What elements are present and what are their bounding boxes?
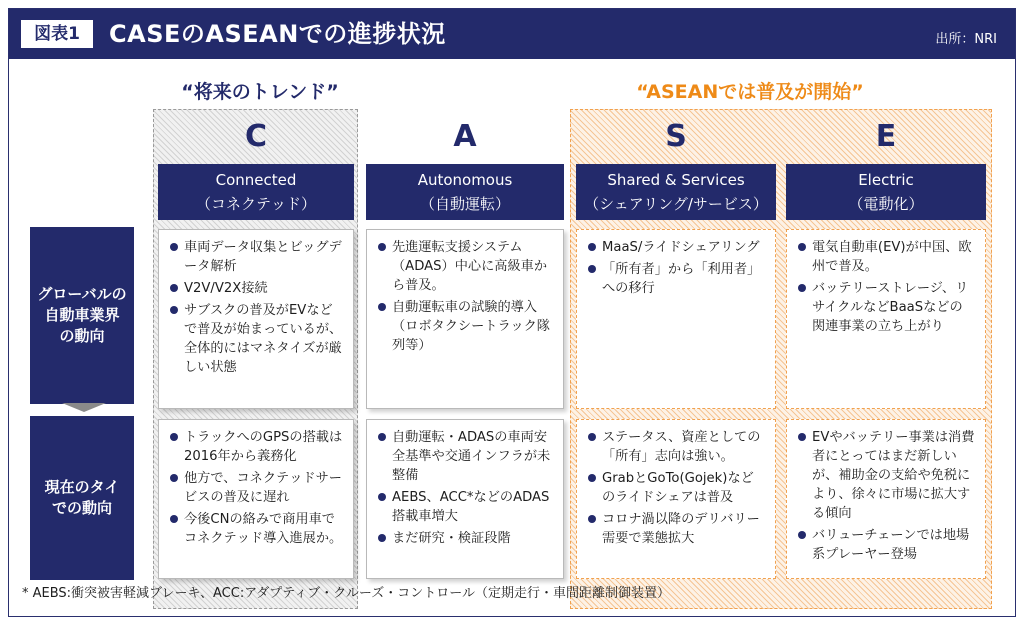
list-item: 今後CNの絡みで商用車でコネクテッド導入進展か。: [169, 510, 343, 548]
bullet-icon: [170, 474, 178, 482]
column-letter-a: A: [453, 119, 477, 154]
list-item: ステータス、資産としての「所有」志向は強い。: [587, 428, 765, 466]
row-label: 現在のタイ での動向: [44, 478, 120, 517]
column-letter-c: C: [244, 119, 268, 154]
list-item: 先進運転支援システム（ADAS）中心に高級車から普及。: [377, 238, 553, 295]
list-item: 自動運転車の試験的導入（ロボタクシートラック隊列等）: [377, 298, 553, 355]
list-item: EVやバッテリー事業は消費者にとってはまだ新しいが、補助金の支給や免税により、徐々に市場に拡大する傾向: [797, 428, 975, 523]
column-name: Autonomous: [417, 171, 513, 189]
list-item: トラックへのGPSの搭載は2016年から義務化: [169, 428, 343, 466]
trend-label-asean: “ASEANでは普及が開始”: [636, 81, 864, 103]
cell-thailand-electric: [786, 419, 986, 579]
footnote: * AEBS:衝突被害軽減ブレーキ、ACC:アダプティブ・クルーズ・コントロール（定期走行・車間距離制御装置）: [22, 586, 670, 601]
figure-header: [9, 9, 1015, 59]
column-letter-e: E: [875, 119, 897, 154]
bullet-icon: [378, 534, 386, 542]
column-name-jp: （電動化）: [848, 195, 924, 213]
bullet-icon: [798, 433, 806, 441]
bullet-icon: [588, 243, 596, 251]
bullet-icon: [170, 284, 178, 292]
list-item: 車両データ収集とビッグデータ解析: [169, 238, 343, 276]
cell-global-connected: [158, 229, 354, 409]
bullet-icon: [378, 243, 386, 251]
bullet-icon: [378, 493, 386, 501]
list-item: AEBS、ACC*などのADAS搭載車増大: [377, 488, 553, 526]
list-item: バリューチェーンでは地場系プレーヤー登場: [797, 526, 975, 564]
bullet-icon: [170, 515, 178, 523]
list-item: 他方で、コネクテッドサービスの普及に遅れ: [169, 469, 343, 507]
bullet-icon: [588, 515, 596, 523]
bullet-icon: [378, 303, 386, 311]
row-header-thailand: [30, 416, 134, 580]
list-item: サブスクの普及がEVなどで普及が始まっているが、全体的にはマネタイズが厳しい状態: [169, 301, 343, 377]
cell-thailand-connected: [158, 419, 354, 579]
trend-label-future: “将来のトレンド”: [181, 81, 339, 103]
bullet-icon: [798, 243, 806, 251]
column-letter-s: S: [665, 119, 687, 154]
list-item: GrabとGoTo(Gojek)などのライドシェアは普及: [587, 469, 765, 507]
column-header-electric: [786, 164, 986, 220]
column-name-jp: （コネクテッド）: [195, 195, 316, 213]
cell-thailand-shared: [576, 419, 776, 579]
cell-global-autonomous: [366, 229, 564, 409]
column-header-shared: [576, 164, 776, 220]
bullet-icon: [798, 531, 806, 539]
bullet-icon: [170, 243, 178, 251]
list-item: 電気自動車(EV)が中国、欧州で普及。: [797, 238, 975, 276]
cell-global-shared: [576, 229, 776, 409]
list-item: バッテリーストレージ、リサイクルなどBaaSなどの関連事業の立ち上がり: [797, 279, 975, 336]
list-item: V2V/V2X接続: [169, 279, 343, 298]
column-header-autonomous: [366, 164, 564, 220]
column-name: Shared & Services: [607, 171, 745, 189]
column-name-jp: （自動運転）: [419, 195, 510, 213]
column-name-jp: （シェアリング/サービス）: [584, 195, 768, 213]
column-name: Connected: [215, 171, 297, 189]
down-arrow-icon: [62, 403, 106, 412]
list-item: MaaS/ライドシェアリング: [587, 238, 765, 257]
list-item: コロナ渦以降のデリバリー需要で業態拡大: [587, 510, 765, 548]
bullet-icon: [588, 265, 596, 273]
list-item: 「所有者」から「利用者」への移行: [587, 260, 765, 298]
column-header-connected: [158, 164, 354, 220]
bullet-icon: [170, 433, 178, 441]
figure-label: 図表1: [21, 20, 93, 48]
bullet-icon: [378, 433, 386, 441]
list-item: まだ研究・検証段階: [377, 529, 553, 548]
cell-thailand-autonomous: [366, 419, 564, 579]
column-name: Electric: [858, 171, 914, 189]
bullet-icon: [170, 306, 178, 314]
figure-source: 出所：NRI: [935, 32, 997, 47]
row-label: グローバルの 自動車業界 の動向: [37, 285, 127, 345]
row-header-global: [30, 227, 134, 404]
bullet-icon: [588, 474, 596, 482]
figure-title: CASEのASEANでの進捗状況: [109, 20, 446, 48]
bullet-icon: [798, 284, 806, 292]
bullet-icon: [588, 433, 596, 441]
cell-global-electric: [786, 229, 986, 409]
list-item: 自動運転・ADASの車両安全基準や交通インフラが未整備: [377, 428, 553, 485]
